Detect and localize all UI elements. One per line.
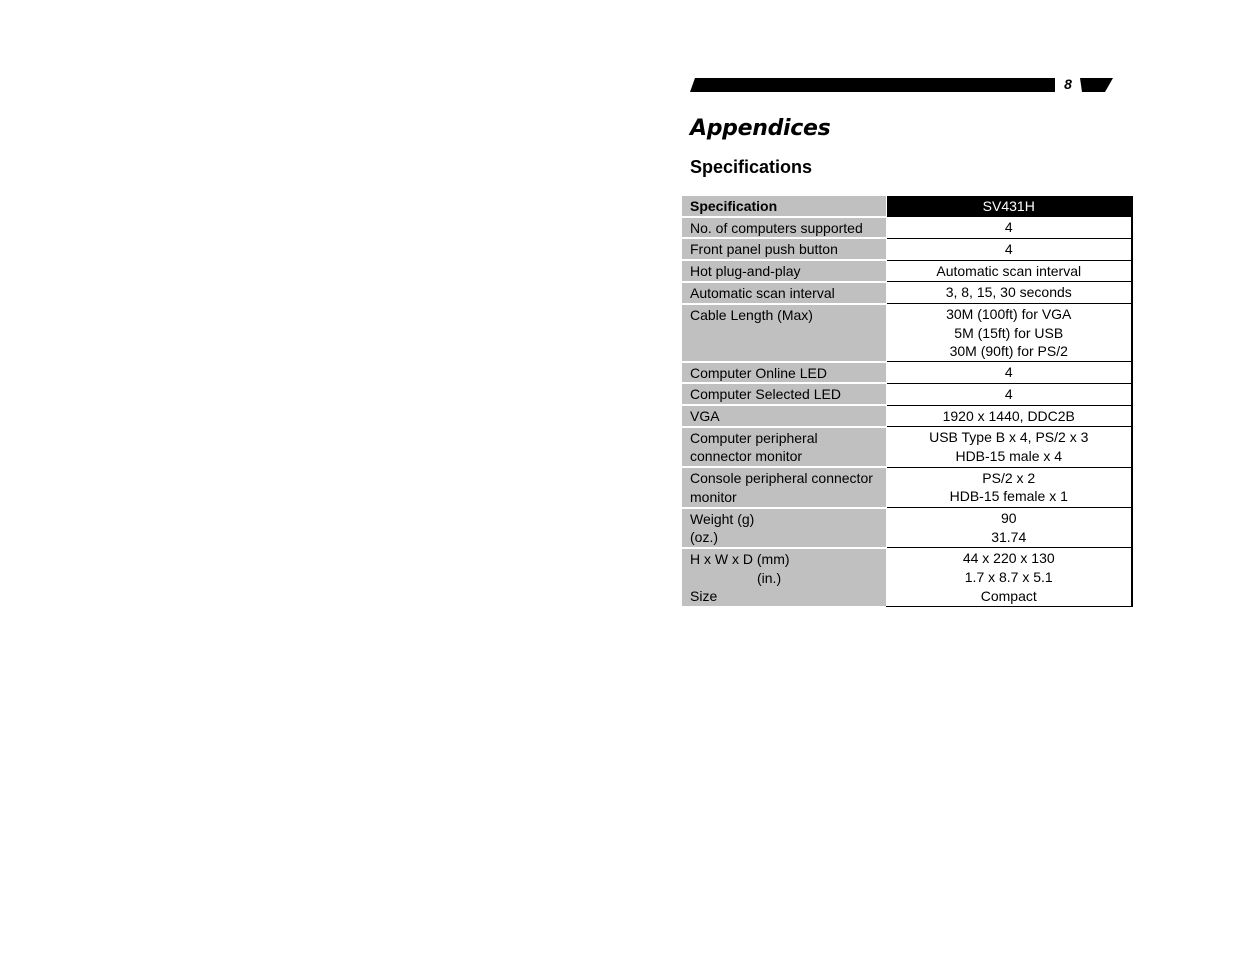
table-row (682, 467, 1132, 507)
spec-label-line: Size (690, 588, 718, 605)
spec-label-line: H x W x D (mm) (690, 550, 790, 567)
spec-label (682, 548, 886, 606)
spec-label-line: Cable Length (Max) (690, 306, 813, 323)
spec-label-line: No. of computers supported (690, 219, 863, 236)
table-row (682, 427, 1132, 467)
table-row (682, 508, 1132, 548)
header-label: Specification (682, 196, 886, 217)
spec-value-line: 4 (1004, 219, 1013, 236)
spec-value (886, 467, 1132, 507)
spec-label (682, 362, 886, 384)
spec-label-line: (oz.) (690, 529, 718, 546)
spec-label-line: Computer peripheral (690, 429, 818, 446)
table-row (682, 238, 1132, 260)
table-row (682, 260, 1132, 282)
spec-value-line: HDB-15 female x 1 (949, 488, 1068, 505)
spec-value (886, 304, 1132, 362)
spec-label (682, 304, 886, 362)
spec-value-line: HDB-15 male x 4 (955, 447, 1063, 464)
spec-label (682, 508, 886, 548)
table-header-row (682, 196, 1132, 217)
spec-label-line: monitor (690, 488, 737, 505)
table-row (682, 548, 1132, 606)
table-row (682, 282, 1132, 304)
page-number: 8 (1058, 75, 1078, 93)
spec-value (886, 427, 1132, 467)
spec-label-line: connector monitor (690, 448, 803, 465)
table-row (682, 405, 1132, 427)
spec-label (682, 383, 886, 405)
spec-label-line: Weight (g) (690, 510, 755, 527)
spec-label (682, 467, 886, 507)
spec-value-line: 5M (15ft) for USB (954, 324, 1064, 341)
spec-value (886, 362, 1132, 384)
spec-value-line: 30M (100ft) for VGA (946, 306, 1072, 323)
spec-label (682, 405, 886, 427)
spec-value (886, 217, 1132, 239)
spec-label-line: Console peripheral connector (690, 470, 873, 487)
spec-value (886, 238, 1132, 260)
spec-value-line: 4 (1004, 385, 1013, 402)
spec-label-line: Computer Selected LED (690, 386, 841, 403)
section-title: Specifications (690, 157, 813, 177)
spec-value (886, 260, 1132, 282)
specifications-table (682, 196, 1133, 607)
spec-value-line: 4 (1004, 364, 1013, 381)
spec-value (886, 282, 1132, 304)
spec-value-line: 1920 x 1440, DDC2B (942, 407, 1075, 424)
spec-label-line: VGA (690, 408, 720, 425)
header-band (690, 78, 1115, 94)
page-title: Appendices (690, 116, 831, 141)
spec-label (682, 260, 886, 282)
spec-label (682, 282, 886, 304)
spec-value-line: USB Type B x 4, PS/2 x 3 (929, 429, 1089, 446)
spec-label-line: (in.) (757, 569, 782, 586)
spec-label-line: Automatic scan interval (690, 284, 835, 301)
spec-value-line: 1.7 x 8.7 x 5.1 (964, 569, 1053, 586)
spec-value-line: 31.74 (991, 528, 1027, 545)
spec-label-line: Front panel push button (690, 241, 838, 258)
table-row (682, 304, 1132, 362)
spec-value (886, 405, 1132, 427)
table-row (682, 362, 1132, 384)
spec-value-line: 4 (1004, 240, 1013, 257)
spec-value (886, 508, 1132, 548)
spec-label (682, 427, 886, 467)
header-model: SV431H (886, 196, 1132, 217)
spec-label-line: Computer Online LED (690, 364, 827, 381)
spec-value-line: Compact (980, 587, 1037, 604)
spec-value-line: PS/2 x 2 (982, 469, 1036, 486)
spec-label-line: Hot plug-and-play (690, 263, 801, 280)
spec-value-line: 30M (90ft) for PS/2 (949, 343, 1068, 360)
table-row (682, 383, 1132, 405)
spec-value (886, 383, 1132, 405)
spec-value-line: 3, 8, 15, 30 seconds (945, 284, 1072, 301)
spec-value (886, 548, 1132, 606)
spec-label (682, 217, 886, 239)
table-row (682, 217, 1132, 239)
spec-value-line: 90 (1000, 510, 1017, 527)
spec-value-line: 44 x 220 x 130 (962, 550, 1055, 567)
spec-value-line: Automatic scan interval (936, 262, 1082, 279)
spec-label (682, 238, 886, 260)
